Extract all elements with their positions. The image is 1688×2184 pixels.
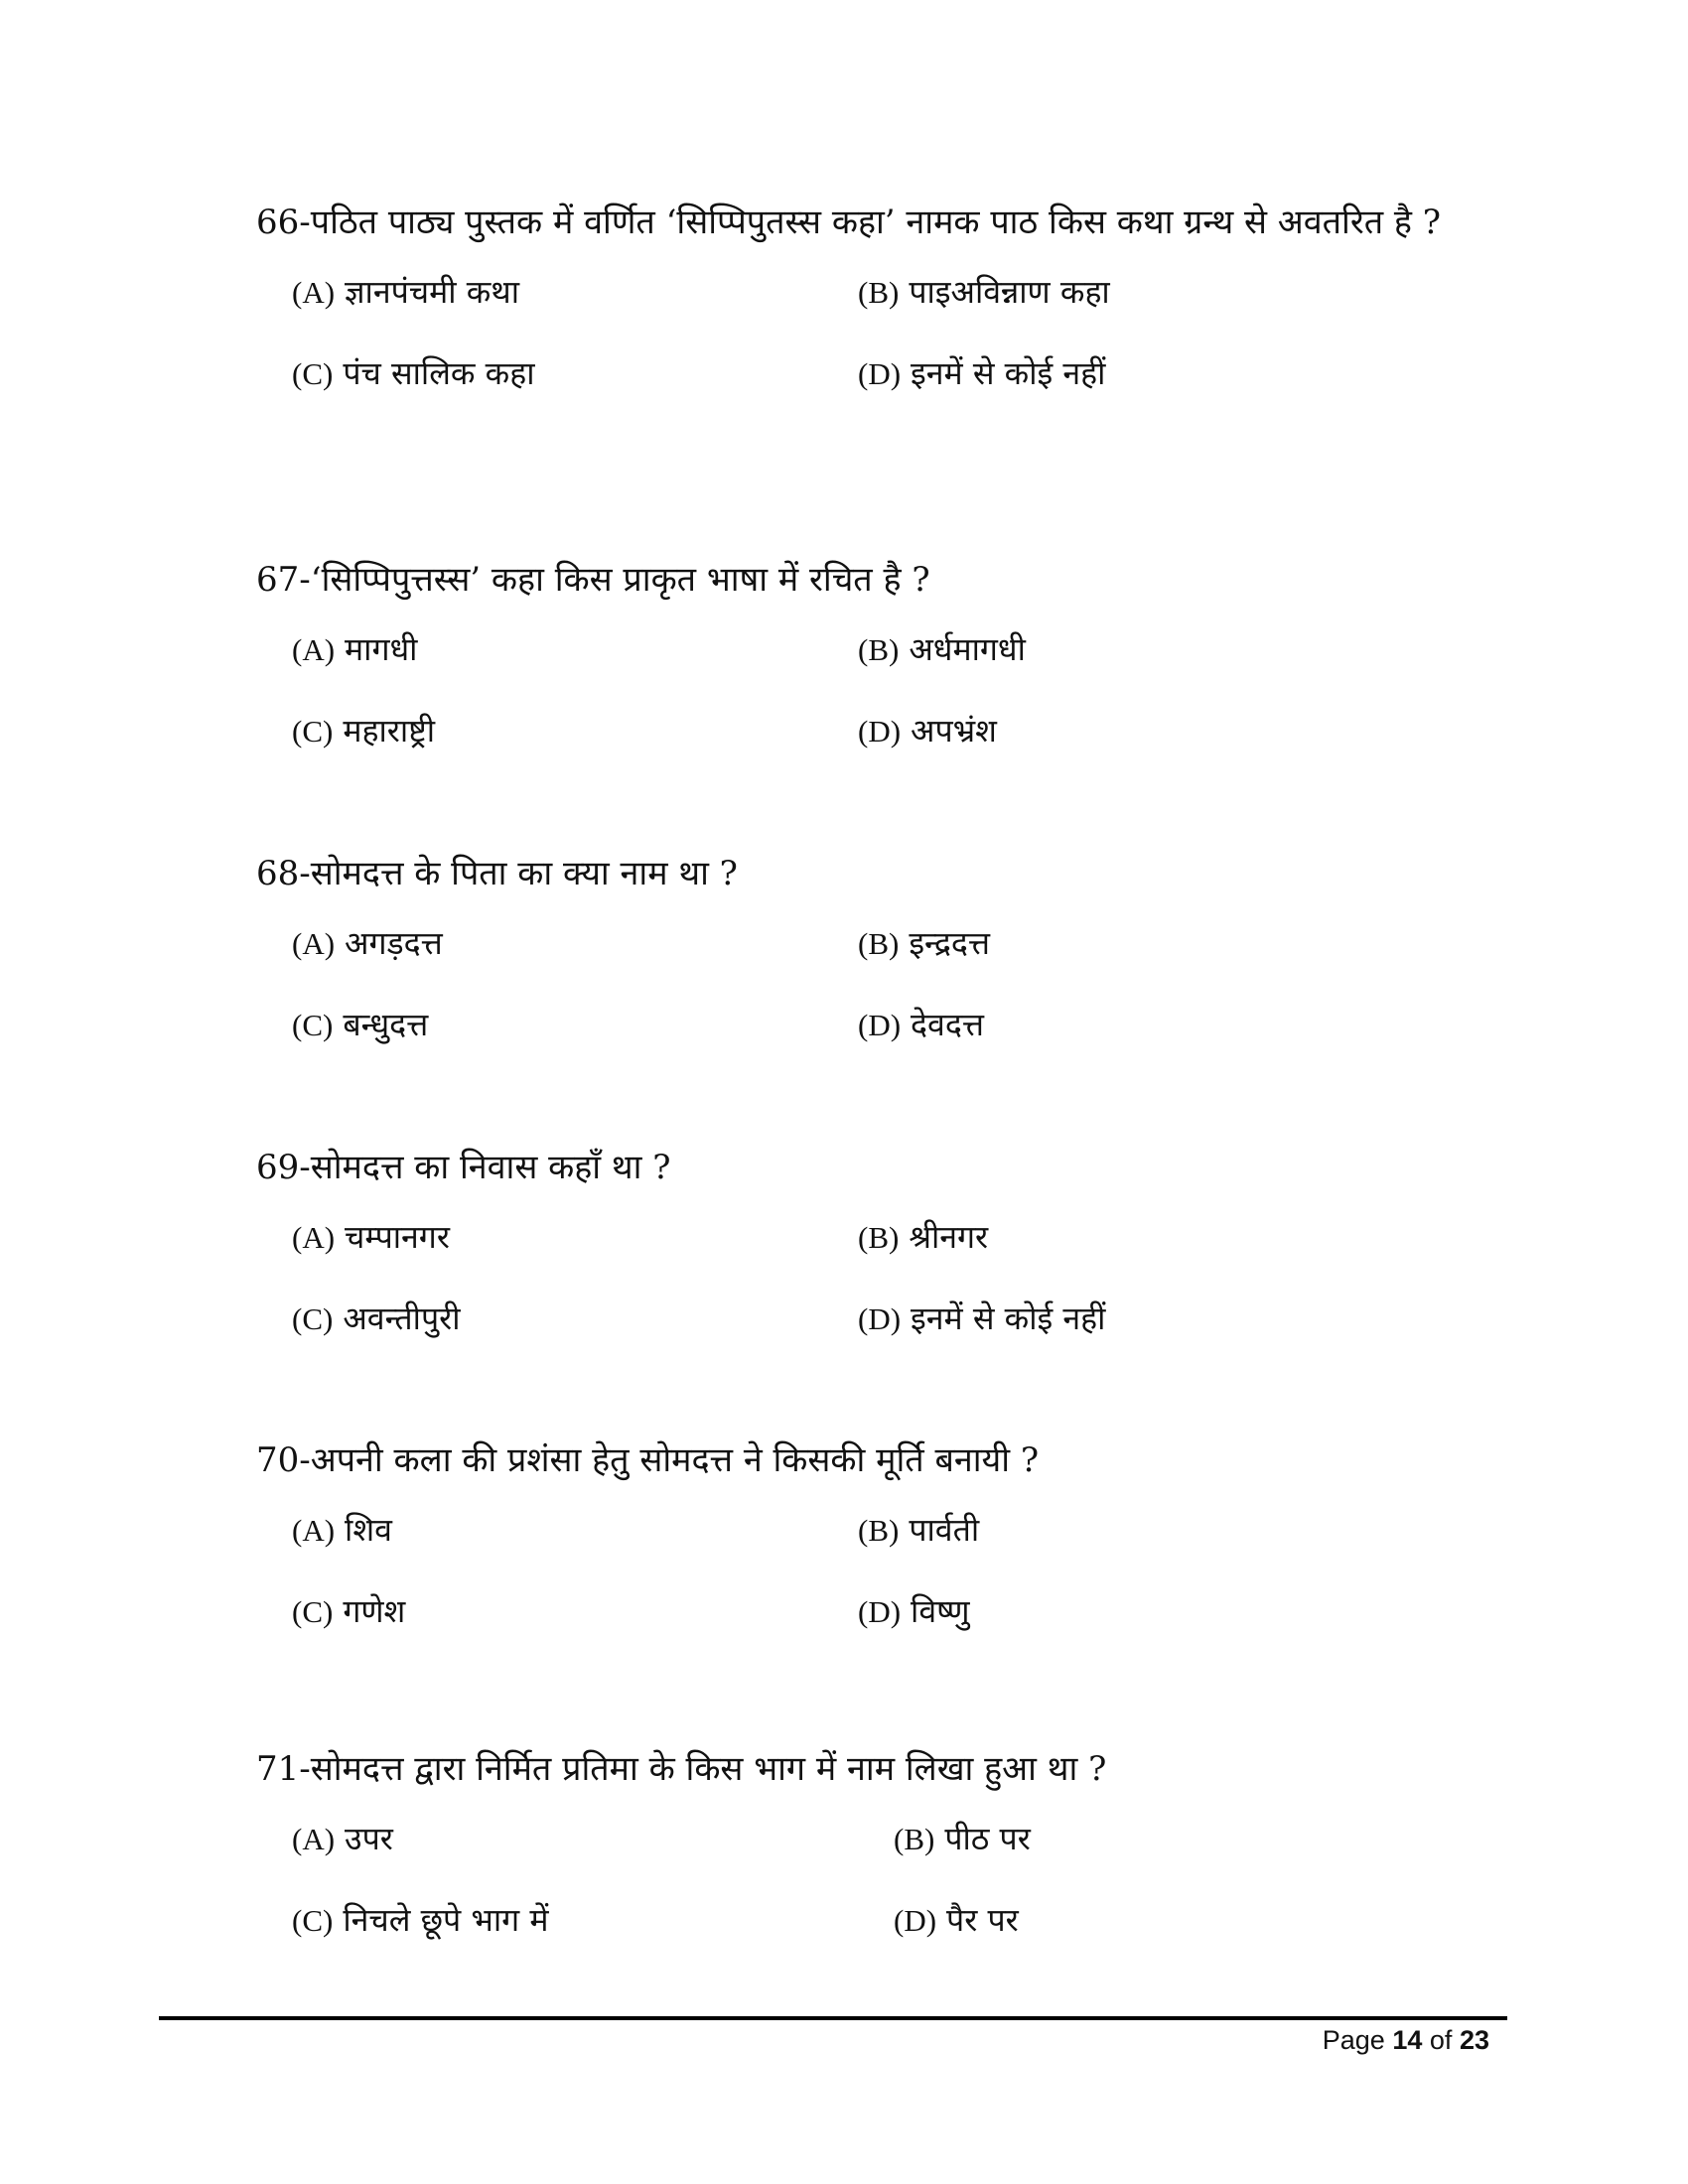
- option-row: [256, 614, 1497, 695]
- option-d: (D) इनमें से कोई नहीं: [858, 1299, 1106, 1337]
- option-a: (A) ज्ञानपंचमी कथा: [292, 273, 520, 311]
- option-d: (D) इनमें से कोई नहीं: [858, 354, 1106, 392]
- question-67: [256, 546, 1497, 776]
- option-row: [256, 907, 1497, 989]
- option-a: (A) मागधी: [292, 630, 418, 668]
- of-word: of: [1429, 2025, 1453, 2055]
- question-text: अपनी कला की प्रशंसा हेतु सोमदत्त ने किसकी मूर्ति बनायी ?: [310, 1440, 1040, 1480]
- option-b: (B) श्रीनगर: [858, 1218, 989, 1256]
- question-number: 68-: [256, 854, 311, 893]
- page-word: Page: [1322, 2025, 1385, 2055]
- option-row: [256, 1494, 1497, 1575]
- question-number: 67-: [256, 560, 311, 600]
- option-d: (D) विष्णु: [858, 1592, 970, 1630]
- question-69-stem: [256, 1134, 1497, 1201]
- question-69: [256, 1134, 1497, 1364]
- option-row: [256, 256, 1497, 338]
- question-66: [256, 189, 1497, 419]
- option-row: [256, 989, 1497, 1070]
- option-a: (A) शिव: [292, 1511, 392, 1549]
- option-row: [256, 1884, 1497, 1966]
- option-b: (B) पीठ पर: [894, 1820, 1031, 1857]
- question-70: [256, 1427, 1497, 1657]
- footer-divider: [159, 2016, 1507, 2020]
- option-row: [256, 1283, 1497, 1364]
- question-text: सोमदत्त का निवास कहाँ था ?: [310, 1148, 671, 1187]
- question-text: ‘सिप्पिपुत्तस्स’ कहा किस प्राकृत भाषा में रचित है ?: [310, 560, 930, 600]
- question-text: सोमदत्त द्वारा निर्मित प्रतिमा के किस भाग में नाम लिखा हुआ था ?: [310, 1749, 1107, 1789]
- question-text: पठित पाठ्य पुस्तक में वर्णित ‘सिप्पिपुतस्स कहा’ नामक पाठ किस कथा ग्रन्थ से अवतरित है ?: [310, 203, 1442, 242]
- total-pages: 23: [1459, 2025, 1489, 2055]
- option-b: (B) पार्वती: [858, 1511, 980, 1549]
- question-71-stem: [256, 1735, 1497, 1803]
- option-b: (B) अर्धमागधी: [858, 630, 1026, 668]
- question-71: [256, 1735, 1497, 1966]
- option-b: (B) इन्द्रदत्त: [858, 924, 991, 962]
- option-a: (A) अगड़दत्त: [292, 924, 443, 962]
- option-row: [256, 338, 1497, 419]
- question-67-stem: [256, 546, 1497, 614]
- option-row: [256, 695, 1497, 776]
- option-c: (C) बन्धुदत्त: [292, 1006, 429, 1043]
- question-70-stem: [256, 1427, 1497, 1494]
- option-c: (C) अवन्तीपुरी: [292, 1299, 461, 1337]
- question-number: 71-: [256, 1749, 311, 1789]
- page-number-footer: [1323, 2025, 1489, 2056]
- option-b: (B) पाइअविन्नाण कहा: [858, 273, 1110, 311]
- option-row: [256, 1201, 1497, 1283]
- option-a: (A) उपर: [292, 1820, 393, 1857]
- question-68: [256, 840, 1497, 1070]
- option-c: (C) गणेश: [292, 1592, 406, 1630]
- option-d: (D) देवदत्त: [858, 1006, 984, 1043]
- question-number: 66-: [256, 203, 311, 242]
- option-d: (D) अपभ्रंश: [858, 712, 997, 750]
- option-c: (C) पंच सालिक कहा: [292, 354, 535, 392]
- question-66-stem: [256, 189, 1497, 256]
- question-number: 70-: [256, 1440, 311, 1480]
- option-a: (A) चम्पानगर: [292, 1218, 450, 1256]
- question-68-stem: [256, 840, 1497, 907]
- question-number: 69-: [256, 1148, 311, 1187]
- option-d: (D) पैर पर: [894, 1901, 1019, 1939]
- current-page: 14: [1392, 2025, 1423, 2055]
- option-c: (C) महाराष्ट्री: [292, 712, 436, 750]
- option-c: (C) निचले छूपे भाग में: [292, 1901, 549, 1939]
- option-row: [256, 1803, 1497, 1884]
- option-row: [256, 1575, 1497, 1657]
- question-text: सोमदत्त के पिता का क्या नाम था ?: [310, 854, 738, 893]
